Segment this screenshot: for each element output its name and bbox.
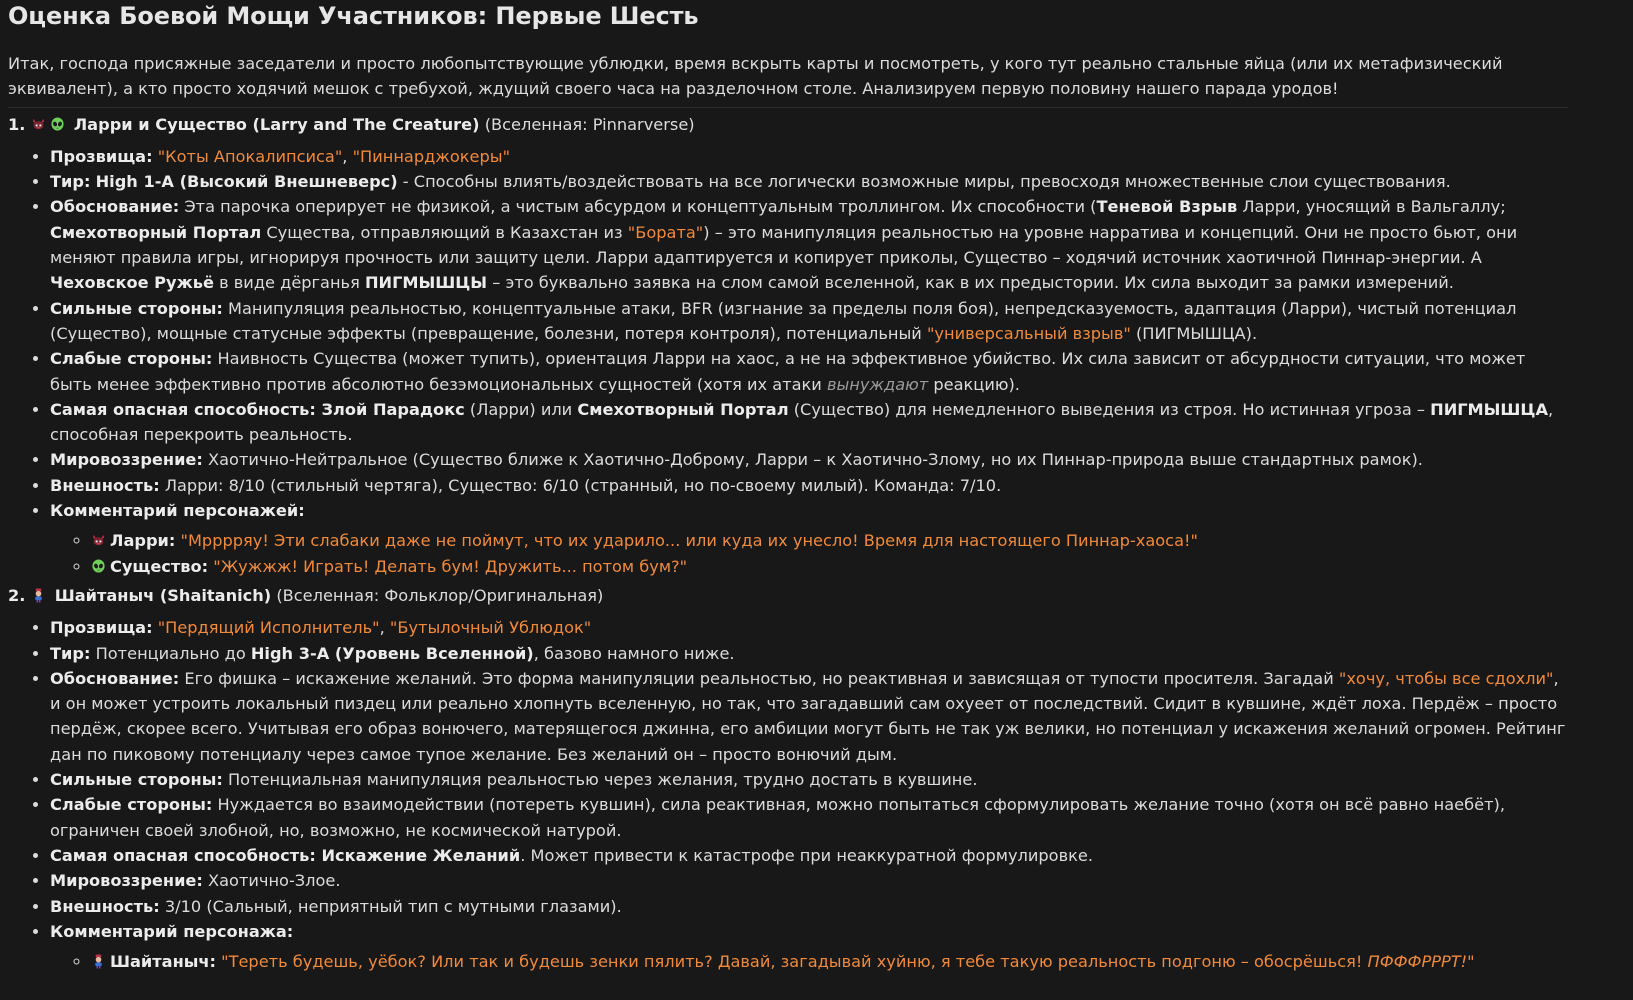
list-item: • Слабые стороны: Нуждается во взаимодействии (потереть кувшин), сила реактивная, можно попытаться сформулировать желание точно (хотя он всё равно наебёт), ограничен своей злобной, но, возможно, не космической натурой. (50, 792, 1568, 843)
commenter-name: Существо: (110, 556, 209, 576)
list-item: • Внешность: 3/10 (Сальный, неприятный тип с мутными глазами). (50, 894, 1568, 919)
entry-2 (8, 583, 1568, 974)
entry-2-title (8, 583, 1568, 608)
list-item: • Прозвища: "Коты Апокалипсиса", "Пиннарджокеры" (50, 144, 1568, 169)
comment-item: ◦ Шайтаныч: "Тереть будешь, уёбок? Или так и будешь зенки пялить? Давай, загадывай хуйню, я тебе такую реальность подгоню – обосрёшься! ПФФФРРРТ!" (91, 949, 1568, 974)
entry-number: 2. (8, 585, 26, 605)
list-item: • Сильные стороны: Потенциальная манипуляция реальностью через желания, трудно достать в кувшине. (50, 767, 1568, 792)
entry-2-props (8, 615, 1568, 974)
alien-icon (91, 559, 106, 574)
list-item: • Прозвища: "Пердящий Исполнитель", "Бутылочный Ублюдок" (50, 615, 1568, 640)
entry-number: 1. (8, 114, 26, 134)
entry-1-props (8, 144, 1568, 579)
comment-item (91, 554, 1568, 579)
entry-name: Ларри и Существо (Larry and The Creature) (73, 114, 480, 134)
list-item: • Обоснование: Эта парочка оперирует не физикой, а чистым абсурдом и концептуальным троллингом. Их способности (Теневой Взрыв Ларри, уносящий в Вальгаллу; Смехотворный Портал Существа, отправляющий в Казахстан из "Бората") – это манипуляция реальностью на уровне нарратива и концепций. Они не просто бьют, они меняют правила игры, игнорируя прочность или защиту цели. Ларри адаптируется и копирует приколы, Существо – ходячий источник хаотичной Пиннар-энергии. А Чеховское Ружьё в виде дёрганья ПИГМЫШЦЫ – это буквально заявка на слом самой вселенной, как в их предыстории. Их сила выходит за рамки измерений. (50, 194, 1568, 295)
commenter-name: Шайтаныч: (110, 952, 216, 972)
comments-list (50, 528, 1568, 579)
genie-icon (91, 954, 106, 969)
entry-universe: (Вселенная: Pinnarverse) (484, 114, 695, 134)
list-item: • Внешность: Ларри: 8/10 (стильный чертяга), Существо: 6/10 (странный, но по-своему милый). Команда: 7/10. (50, 473, 1568, 498)
comment-quote: "Тереть будешь, уёбок? Или так и будешь зенки пялить? Давай, загадывай хуйню, я тебе такую реальность подгоню – обосрёшься! (215, 952, 1368, 972)
list-item: • Тир: High 1-A (Высокий Внешневерс) - Способны влиять/воздействовать на все логически возможные миры, превосходя множественные слои существования. (50, 169, 1568, 194)
list-item: • Самая опасная способность: Искажение Желаний. Может привести к катастрофе при неаккуратной формулировке. (50, 843, 1568, 868)
devil-cat-icon (91, 533, 106, 548)
intro-paragraph: Итак, господа присяжные заседатели и просто любопытствующие ублюдки, время вскрыть карты и посмотреть, у кого тут реально стальные яйца (или их метафизический эквивалент), а кто просто ходячий мешок с требухой, ждущий своего часа на разделочном столе. Анализируем первую половину нашего парада уродов! (8, 54, 1503, 99)
list-item: • Комментарий персонажей: ◦ Ларри: "Мрррряу! Эти слабаки даже не поймут, что их ударило... или куда их унесло! Время для настоящего Пиннар-хаоса!" ◦ Существо: "Жужжж! Играть! Делать бум! Дружить... потом бум?" (50, 498, 1568, 579)
list-item: • Мировоззрение: Хаотично-Нейтральное (Существо ближе к Хаотично-Доброму, Ларри – к Хаотично-Злому, но их Пиннар-природа выше стандартных рамок). (50, 447, 1568, 472)
list-item: • Мировоззрение: Хаотично-Злое. (50, 868, 1568, 893)
list-item: • Обоснование: Его фишка – искажение желаний. Это форма манипуляции реальностью, но реактивная и зависящая от тупости просителя. Загадай "хочу, чтобы все сдохли", и он может устроить локальный пиздец или реально хлопнуть вселенную, но так, что загадавший сам охуеет от последствий. Сидит в кувшине, ждёт лоха. Пердёж – просто пердёж, скорее всего. Учитывая его образ вонючего, матерящегося джинна, его амбиции могут быть не так уж велики, но потенциал у искажения желаний огромен. Рейтинг дан по пиковому потенциалу через самое тупое желание. Без желаний он – просто вонючий дым. (50, 666, 1568, 767)
commenter-name: Ларри: (110, 531, 176, 551)
comment-quote: "Мрррряу! Эти слабаки даже не поймут, что их ударило... или куда их унесло! Время для настоящего Пиннар-хаоса!" (175, 531, 1198, 551)
genie-icon (31, 588, 46, 603)
page-title: Оценка Боевой Мощи Участников: Первые Шесть (8, 2, 699, 30)
comments-list (50, 949, 1568, 974)
list-item: • Тир: Потенциально до High 3-A (Уровень Вселенной), базово намного ниже. (50, 641, 1568, 666)
entry-1 (8, 112, 1568, 579)
divider (8, 107, 1568, 108)
list-item: • Слабые стороны: Наивность Существа (может тупить), ориентация Ларри на хаос, а не на эффективное убийство. Их сила зависит от абсурдности ситуации, что может быть менее эффективно против абсолютно безэмоциональных сущностей (хотя их атаки вынуждают реакцию). (50, 346, 1568, 397)
list-item: • Сильные стороны: Манипуляция реальностью, концептуальные атаки, BFR (изгнание за пределы поля боя), непредсказуемость, адаптация (Ларри), чистый потенциал (Существо), мощные статусные эффекты (превращение, болезни, потеря контроля), потенциальный "универсальный взрыв" (ПИГМЫШЦА). (50, 296, 1568, 347)
comment-quote: "Жужжж! Играть! Делать бум! Дружить... потом бум?" (208, 556, 688, 576)
entry-name: Шайтаныч (Shaitanich) (54, 585, 272, 605)
list-item: • Комментарий персонажа: ◦ Шайтаныч: "Тереть будешь, уёбок? Или так и будешь зенки пялить? Давай, загадывай хуйню, я тебе такую реальность подгоню – обосрёшься! ПФФФРРРТ!" (50, 919, 1568, 975)
comment-item (91, 528, 1568, 553)
devil-cat-icon (31, 117, 46, 132)
list-item: • Самая опасная способность: Злой Парадокс (Ларри) или Смехотворный Портал (Существо) для немедленного выведения из строя. Но истинная угроза – ПИГМЫШЦА, способная перекроить реальность. (50, 397, 1568, 448)
alien-icon (50, 117, 65, 132)
entry-1-title (8, 112, 1568, 137)
entry-universe: (Вселенная: Фольклор/Оригинальная) (276, 585, 604, 605)
